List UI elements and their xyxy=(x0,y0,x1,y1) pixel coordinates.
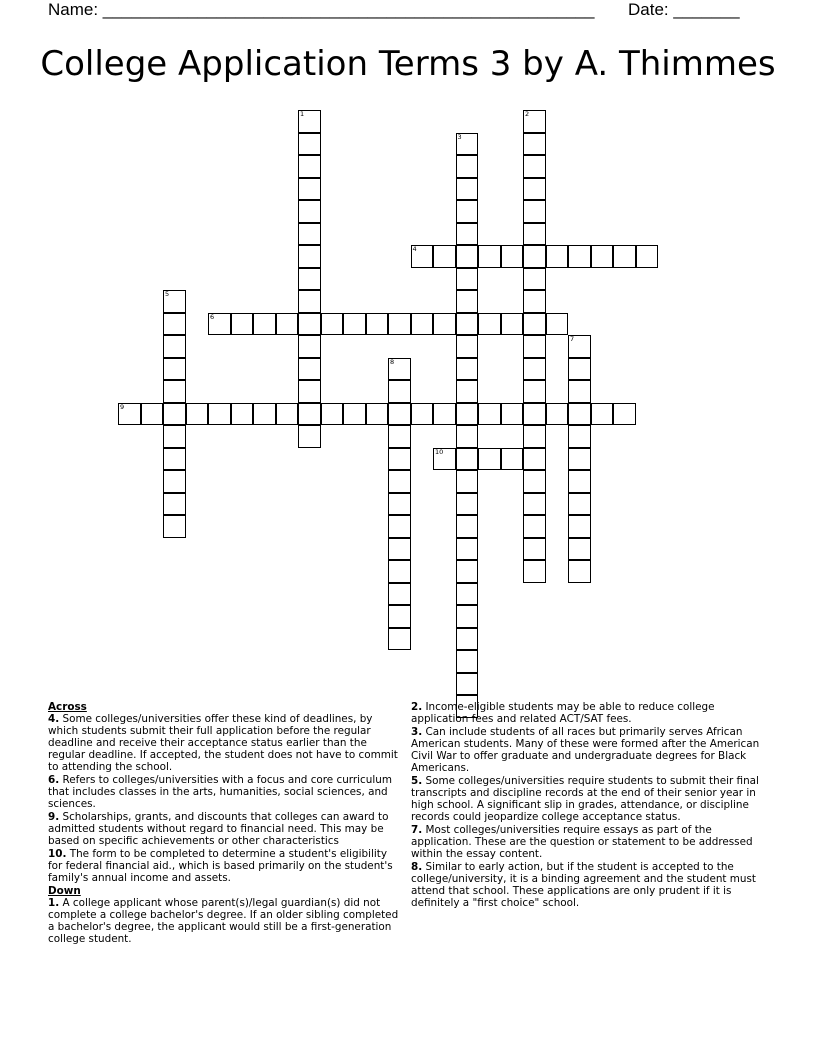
crossword-cell[interactable] xyxy=(163,380,186,403)
crossword-cell[interactable] xyxy=(456,650,479,673)
crossword-cell[interactable] xyxy=(298,403,321,426)
crossword-cell[interactable] xyxy=(456,628,479,651)
down-heading: Down xyxy=(48,885,81,897)
crossword-cell[interactable] xyxy=(523,425,546,448)
clue-item xyxy=(411,726,769,774)
clue-number: 5 xyxy=(165,290,170,298)
clue-number: 2 xyxy=(525,110,530,118)
clue-number: 10 xyxy=(435,447,444,456)
crossword-cell[interactable] xyxy=(478,403,501,426)
crossword-cell[interactable] xyxy=(388,605,411,628)
crossword-cell[interactable] xyxy=(388,515,411,538)
crossword-cell[interactable] xyxy=(388,560,411,583)
crossword-cell[interactable] xyxy=(298,313,321,336)
crossword-cell[interactable] xyxy=(523,403,546,426)
down-clue-list-continued xyxy=(411,701,769,909)
crossword-cell[interactable] xyxy=(298,223,321,246)
crossword-cell[interactable] xyxy=(366,403,389,426)
crossword-cell[interactable] xyxy=(546,245,569,268)
crossword-cell[interactable] xyxy=(456,560,479,583)
crossword-cell[interactable] xyxy=(613,245,636,268)
crossword-cell[interactable] xyxy=(163,313,186,336)
crossword-cell[interactable] xyxy=(568,425,591,448)
crossword-cell[interactable] xyxy=(298,358,321,381)
crossword-cell[interactable] xyxy=(411,403,434,426)
clue-item xyxy=(48,848,404,884)
crossword-cell[interactable] xyxy=(343,403,366,426)
crossword-cell[interactable] xyxy=(366,313,389,336)
clue-number: 1 xyxy=(300,110,305,118)
clue-item xyxy=(48,774,404,810)
crossword-cell[interactable] xyxy=(523,178,546,201)
clue-number: 6 xyxy=(210,312,215,321)
crossword-cell[interactable] xyxy=(298,178,321,201)
clue-item-text: Income-eligible students may be able to reduce college application fees and related ACT/SAT fees. xyxy=(411,701,715,725)
clue-number: 3 xyxy=(457,132,462,141)
puzzle-title: College Application Terms 3 by A. Thimmes xyxy=(40,44,776,84)
down-clue-list xyxy=(48,897,404,945)
crossword-cell[interactable] xyxy=(433,245,456,268)
crossword-cell[interactable] xyxy=(523,448,546,471)
crossword-cell[interactable] xyxy=(298,290,321,313)
crossword-cell[interactable] xyxy=(186,403,209,426)
crossword-cell[interactable] xyxy=(163,290,186,313)
crossword-cell[interactable] xyxy=(456,425,479,448)
crossword-cell[interactable] xyxy=(321,313,344,336)
crossword-cell[interactable] xyxy=(456,133,479,156)
crossword-cell[interactable] xyxy=(456,493,479,516)
crossword-cell[interactable] xyxy=(343,313,366,336)
clue-item xyxy=(48,897,404,945)
crossword-cell[interactable] xyxy=(613,403,636,426)
clue-item xyxy=(48,713,404,773)
crossword-cell[interactable] xyxy=(456,403,479,426)
crossword-cell[interactable] xyxy=(276,313,299,336)
crossword-cell[interactable] xyxy=(163,335,186,358)
crossword-cell[interactable] xyxy=(388,583,411,606)
clue-item-number: 4. xyxy=(48,713,60,725)
crossword-cell[interactable] xyxy=(501,313,524,336)
crossword-cell[interactable] xyxy=(478,245,501,268)
crossword-cell[interactable] xyxy=(411,313,434,336)
clue-number: 7 xyxy=(570,335,575,343)
crossword-cell[interactable] xyxy=(456,380,479,403)
crossword-cell[interactable] xyxy=(456,268,479,291)
crossword-cell[interactable] xyxy=(433,448,456,471)
crossword-cell[interactable] xyxy=(568,560,591,583)
crossword-cell[interactable] xyxy=(276,403,299,426)
crossword-cell[interactable] xyxy=(411,245,434,268)
crossword-cell[interactable] xyxy=(523,560,546,583)
crossword-cell[interactable] xyxy=(253,313,276,336)
clue-item-number: 2. xyxy=(411,701,423,713)
crossword-cell[interactable] xyxy=(523,200,546,223)
crossword-cell[interactable] xyxy=(568,515,591,538)
clue-number: 8 xyxy=(390,357,395,366)
crossword-cell[interactable] xyxy=(388,380,411,403)
crossword-cell[interactable] xyxy=(523,110,546,133)
crossword-cell[interactable] xyxy=(456,335,479,358)
clue-item-number: 5. xyxy=(411,775,423,787)
crossword-cell[interactable] xyxy=(591,403,614,426)
crossword-cell[interactable] xyxy=(568,538,591,561)
crossword-cell[interactable] xyxy=(523,223,546,246)
crossword-cell[interactable] xyxy=(298,155,321,178)
crossword-cell[interactable] xyxy=(456,313,479,336)
crossword-cell[interactable] xyxy=(208,313,231,336)
crossword-cell[interactable] xyxy=(298,110,321,133)
crossword-cell[interactable] xyxy=(118,403,141,426)
clue-item-number: 1. xyxy=(48,897,60,909)
crossword-cell[interactable] xyxy=(546,403,569,426)
across-heading: Across xyxy=(48,701,87,713)
crossword-cell[interactable] xyxy=(163,403,186,426)
crossword-cell[interactable] xyxy=(388,425,411,448)
crossword-cell[interactable] xyxy=(478,313,501,336)
crossword-cell[interactable] xyxy=(523,380,546,403)
crossword-cell[interactable] xyxy=(501,448,524,471)
crossword-cell[interactable] xyxy=(388,470,411,493)
crossword-cell[interactable] xyxy=(456,605,479,628)
crossword-cell[interactable] xyxy=(231,313,254,336)
crossword-cell[interactable] xyxy=(163,515,186,538)
clue-item xyxy=(411,701,769,725)
clue-item-text: The form to be completed to determine a student's eligibility for federal financial aid., which is based primarily on the student's family's annual income and assets. xyxy=(48,848,393,884)
crossword-cell[interactable] xyxy=(456,538,479,561)
crossword-cell[interactable] xyxy=(298,245,321,268)
clue-item-text: Similar to early action, but if the student is accepted to the college/university, it is a binding agreement and the student must attend that school. These applications are only prudent if it is definitely a "first choice" school. xyxy=(411,861,756,909)
crossword-cell[interactable] xyxy=(478,448,501,471)
crossword-cell[interactable] xyxy=(298,268,321,291)
crossword-cell[interactable] xyxy=(568,358,591,381)
crossword-cell[interactable] xyxy=(388,313,411,336)
crossword-cell[interactable] xyxy=(636,245,659,268)
clue-item-text: Some colleges/universities require students to submit their final transcripts and discipline records at the end of their senior year in high school. A significant slip in grades, attendance, or discipline records could jeopardize college acceptance status. xyxy=(411,775,759,823)
clue-number: 9 xyxy=(120,402,125,411)
crossword-cell[interactable] xyxy=(456,155,479,178)
crossword-cell[interactable] xyxy=(456,290,479,313)
crossword-cell[interactable] xyxy=(163,425,186,448)
clue-item-text: Some colleges/universities offer these kind of deadlines, by which students submit their full application before the regular deadline and receive their acceptance status earlier than the regular deadline. If accepted, the student does not have to commit to attending the school. xyxy=(48,713,398,773)
crossword-cell[interactable] xyxy=(231,403,254,426)
crossword-cell[interactable] xyxy=(568,448,591,471)
crossword-cell[interactable] xyxy=(568,470,591,493)
crossword-cell[interactable] xyxy=(501,403,524,426)
clue-item-text: Most colleges/universities require essays as part of the application. These are the question or statement to be addressed within the essay content. xyxy=(411,824,753,860)
crossword-cell[interactable] xyxy=(523,515,546,538)
crossword-cell[interactable] xyxy=(433,403,456,426)
crossword-cell[interactable] xyxy=(163,358,186,381)
clue-item-text: Refers to colleges/universities with a focus and core curriculum that includes classes in the arts, humanities, social sciences, and sciences. xyxy=(48,774,392,810)
crossword-cell[interactable] xyxy=(388,358,411,381)
crossword-cell[interactable] xyxy=(591,245,614,268)
clue-item xyxy=(411,775,769,823)
crossword-cell[interactable] xyxy=(456,583,479,606)
crossword-cell[interactable] xyxy=(298,380,321,403)
crossword-cell[interactable] xyxy=(523,290,546,313)
crossword-cell[interactable] xyxy=(321,403,344,426)
crossword-cell[interactable] xyxy=(253,403,276,426)
clue-item xyxy=(411,861,769,909)
crossword-cell[interactable] xyxy=(523,155,546,178)
crossword-cell[interactable] xyxy=(456,470,479,493)
crossword-cell[interactable] xyxy=(523,538,546,561)
crossword-cell[interactable] xyxy=(546,313,569,336)
crossword-cell[interactable] xyxy=(298,335,321,358)
crossword-cell[interactable] xyxy=(388,403,411,426)
crossword-cell[interactable] xyxy=(568,493,591,516)
crossword-cell[interactable] xyxy=(433,313,456,336)
crossword-cell[interactable] xyxy=(456,515,479,538)
name-field[interactable]: Name: ____________________________________________________ xyxy=(48,0,595,19)
crossword-cell[interactable] xyxy=(568,335,591,358)
date-field[interactable]: Date: _______ xyxy=(628,0,740,19)
clue-item-text: Can include students of all races but primarily serves African American students. Many of these were formed after the American Civil War to offer graduate and undergraduate degrees for Black Americans. xyxy=(411,726,760,774)
crossword-cell[interactable] xyxy=(298,425,321,448)
crossword-cell[interactable] xyxy=(568,403,591,426)
clue-number: 4 xyxy=(412,245,417,253)
crossword-cell[interactable] xyxy=(163,448,186,471)
crossword-cell[interactable] xyxy=(388,448,411,471)
clue-item-number: 3. xyxy=(411,726,423,738)
crossword-cell[interactable] xyxy=(141,403,164,426)
crossword-cell[interactable] xyxy=(456,223,479,246)
clue-item-text: A college applicant whose parent(s)/legal guardian(s) did not complete a college bachelor's degree. If an older sibling completed a bachelor's degree, the applicant would still be a first-generation college student. xyxy=(48,897,399,945)
clue-item-number: 9. xyxy=(48,811,60,823)
crossword-cell[interactable] xyxy=(501,245,524,268)
crossword-cell[interactable] xyxy=(523,133,546,156)
crossword-cell[interactable] xyxy=(163,493,186,516)
crossword-cell[interactable] xyxy=(388,538,411,561)
clue-item-number: 8. xyxy=(411,861,423,873)
crossword-cell[interactable] xyxy=(523,313,546,336)
crossword-cell[interactable] xyxy=(523,358,546,381)
crossword-cell[interactable] xyxy=(568,245,591,268)
clue-item xyxy=(411,824,769,860)
crossword-cell[interactable] xyxy=(523,245,546,268)
across-clue-list xyxy=(48,713,404,884)
crossword-cell[interactable] xyxy=(163,470,186,493)
crossword-cell[interactable] xyxy=(568,380,591,403)
crossword-cell[interactable] xyxy=(456,200,479,223)
crossword-cell[interactable] xyxy=(523,470,546,493)
crossword-cell[interactable] xyxy=(388,628,411,651)
clues-right-column xyxy=(411,701,769,910)
crossword-cell[interactable] xyxy=(208,403,231,426)
crossword-cell[interactable] xyxy=(456,673,479,696)
crossword-cell[interactable] xyxy=(456,245,479,268)
clue-item xyxy=(48,811,404,847)
clue-item-number: 6. xyxy=(48,774,60,786)
crossword-cell[interactable] xyxy=(456,178,479,201)
clue-item-text: Scholarships, grants, and discounts that colleges can award to admitted students without regard to financial need. This may be based on specific achievements or other characteristics xyxy=(48,811,389,847)
clue-item-number: 7. xyxy=(411,824,423,836)
crossword-cell[interactable] xyxy=(388,493,411,516)
crossword-cell[interactable] xyxy=(523,268,546,291)
crossword-cell[interactable] xyxy=(523,335,546,358)
crossword-cell[interactable] xyxy=(456,448,479,471)
crossword-cell[interactable] xyxy=(298,133,321,156)
clues-left-column xyxy=(48,701,404,946)
crossword-cell[interactable] xyxy=(298,200,321,223)
clue-item-number: 10. xyxy=(48,848,67,860)
crossword-cell[interactable] xyxy=(456,358,479,381)
crossword-cell[interactable] xyxy=(523,493,546,516)
